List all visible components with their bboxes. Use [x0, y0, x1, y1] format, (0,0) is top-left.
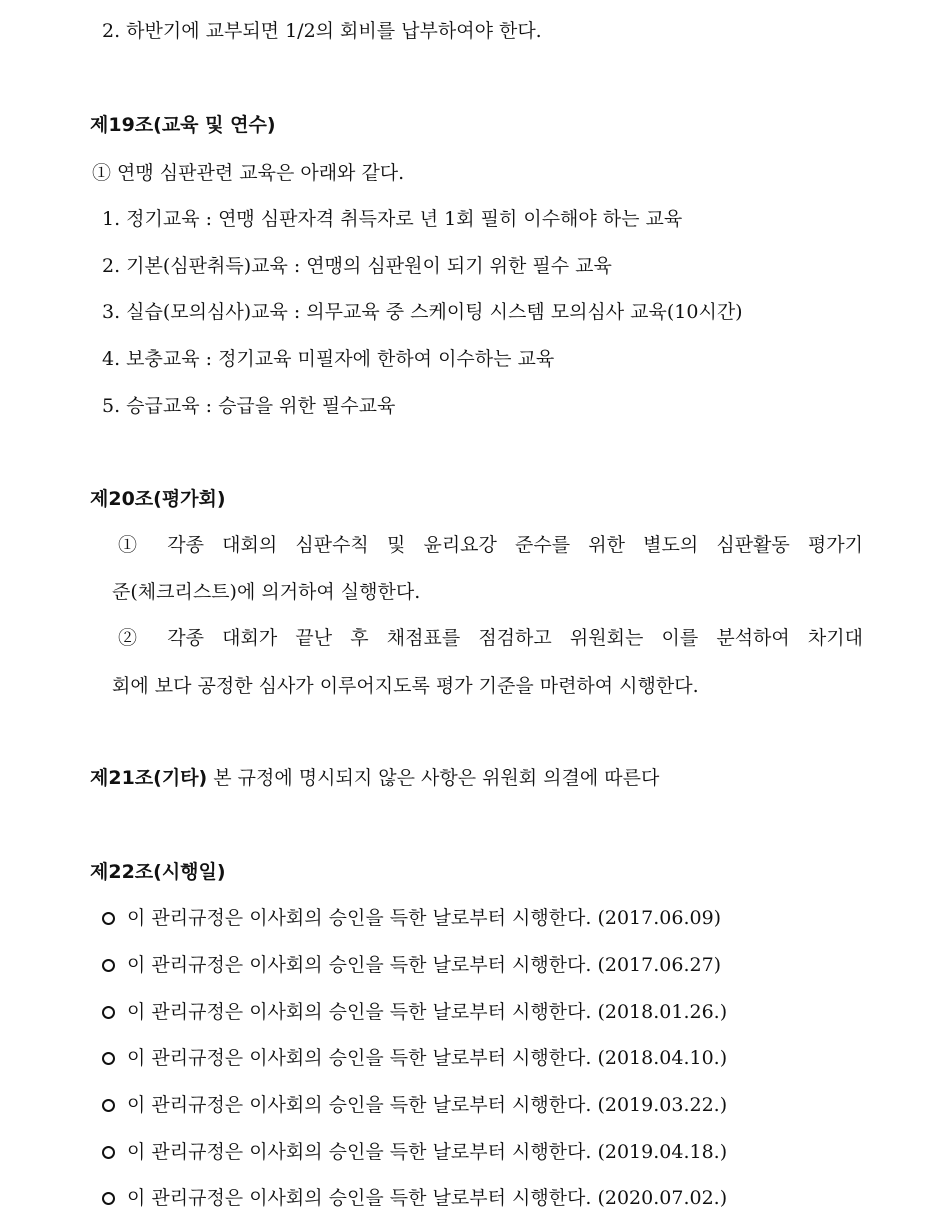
- article-20-title: 제20조(평가회): [90, 488, 226, 510]
- article-22-item: [102, 904, 721, 932]
- article-22-item: [102, 951, 721, 979]
- article-22-item: [102, 1044, 727, 1072]
- article-22-title: 제22조(시행일): [90, 861, 226, 883]
- article-19-title: 제19조(교육 및 연수): [90, 114, 276, 136]
- article-22-item-text: 이 관리규정은 이사회의 승인을 득한 날로부터 시행한다. (2018.04.10.): [127, 1047, 728, 1069]
- article-19-item-2: 2. 기본(심판취득)교육 : 연맹의 심판원이 되기 위한 필수 교육: [102, 255, 612, 277]
- article-22-item-text: 이 관리규정은 이사회의 승인을 득한 날로부터 시행한다. (2019.04.18.): [127, 1141, 728, 1163]
- hollow-circle-bullet-icon: [102, 1006, 115, 1019]
- article-22-item: [102, 998, 727, 1026]
- article-22-item-text: 이 관리규정은 이사회의 승인을 득한 날로부터 시행한다. (2019.03.22.): [127, 1094, 728, 1116]
- article-22-item-text: 이 관리규정은 이사회의 승인을 득한 날로부터 시행한다. (2017.06.09): [127, 907, 722, 929]
- article-21-text: 본 규정에 명시되지 않은 사항은 위원회 의결에 따른다: [213, 767, 660, 789]
- fee-item-2: 2. 하반기에 교부되면 1/2의 회비를 납부하여야 한다.: [102, 20, 542, 42]
- article-19-item-3: 3. 실습(모의심사)교육 : 의무교육 중 스케이팅 시스템 모의심사 교육(10시간): [102, 301, 743, 323]
- hollow-circle-bullet-icon: [102, 1192, 115, 1205]
- article-22-item-text: 이 관리규정은 이사회의 승인을 득한 날로부터 시행한다. (2020.07.02.): [127, 1187, 728, 1209]
- hollow-circle-bullet-icon: [102, 912, 115, 925]
- hollow-circle-bullet-icon: [102, 1052, 115, 1065]
- article-20-para-1-line-1: ① 각종 대회의 심판수칙 및 윤리요강 준수를 위한 별도의 심판활동 평가기: [118, 534, 863, 556]
- article-19-item-5: 5. 승급교육 : 승급을 위한 필수교육: [102, 395, 396, 417]
- article-22-item: [102, 1184, 727, 1212]
- article-19-item-4: 4. 보충교육 : 정기교육 미필자에 한하여 이수하는 교육: [102, 348, 555, 370]
- article-22-item: [102, 1091, 727, 1119]
- article-19-item-1: 1. 정기교육 : 연맹 심판자격 취득자로 년 1회 필히 이수해야 하는 교육: [102, 208, 683, 230]
- hollow-circle-bullet-icon: [102, 1146, 115, 1159]
- article-21: [90, 764, 659, 792]
- article-22-item-text: 이 관리규정은 이사회의 승인을 득한 날로부터 시행한다. (2017.06.27): [127, 954, 722, 976]
- hollow-circle-bullet-icon: [102, 1099, 115, 1112]
- article-22-item-text: 이 관리규정은 이사회의 승인을 득한 날로부터 시행한다. (2018.01.26.): [127, 1001, 728, 1023]
- hollow-circle-bullet-icon: [102, 959, 115, 972]
- article-20-para-1-line-2: 준(체크리스트)에 의거하여 실행한다.: [112, 581, 421, 603]
- article-22-item: [102, 1138, 727, 1166]
- article-20-para-2-line-2: 회에 보다 공정한 심사가 이루어지도록 평가 기준을 마련하여 시행한다.: [112, 675, 699, 697]
- article-19-intro: ① 연맹 심판관련 교육은 아래와 같다.: [92, 162, 405, 184]
- article-21-title: 제21조(기타): [90, 767, 208, 789]
- article-20-para-2-line-1: ② 각종 대회가 끝난 후 채점표를 점검하고 위원회는 이를 분석하여 차기대: [118, 627, 863, 649]
